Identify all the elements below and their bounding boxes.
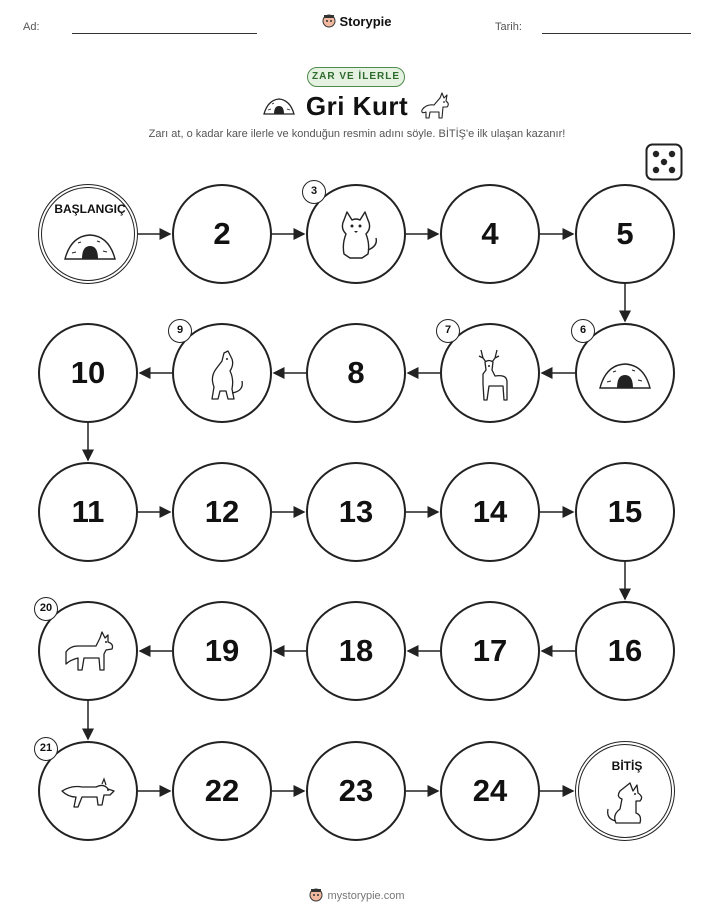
board-cell-19 (172, 601, 272, 701)
name-label: Ad: (23, 21, 40, 33)
cell-number: 11 (71, 494, 105, 529)
cell-number: 14 (472, 494, 508, 529)
board-cell-18 (306, 601, 406, 701)
cell-number-badge: 6 (571, 319, 595, 343)
board-cell-22 (172, 741, 272, 841)
cell-number: 18 (338, 633, 374, 668)
cell-number: 19 (204, 633, 240, 668)
cell-number: 10 (70, 355, 106, 390)
board-cell-12 (172, 462, 272, 562)
cell-number: 22 (204, 773, 240, 808)
footer (0, 888, 714, 902)
board-cell-4 (440, 184, 540, 284)
cave-icon (598, 360, 652, 395)
board-cell-23 (306, 741, 406, 841)
board-cell-11 (38, 462, 138, 562)
game-type-badge: ZAR VE İLERLE (307, 67, 405, 87)
deer-icon (467, 346, 513, 409)
cell-number: 8 (347, 355, 365, 390)
board-cell-21 (38, 741, 138, 841)
board-cell-15 (575, 462, 675, 562)
cell-number: 23 (338, 773, 374, 808)
wolf-crouching-icon (60, 775, 116, 816)
website: mystorypie.com (327, 890, 405, 902)
board-cell-8 (306, 323, 406, 423)
cell-number: 15 (607, 494, 643, 529)
board-cell-14 (440, 462, 540, 562)
cell-number: 5 (616, 216, 634, 251)
board-cell-6 (575, 323, 675, 423)
cell-number-badge: 7 (436, 319, 460, 343)
start-label: BAŞLANGIÇ (54, 202, 126, 216)
date-label: Tarih: (495, 21, 522, 33)
instructions: Zarı at, o kadar kare ilerle ve konduğun resmin adını söyle. BİTİŞ'e ilk ulaşan kazanır! (148, 128, 566, 140)
brand-name: Storypie (339, 14, 392, 29)
board-cell-5 (575, 184, 675, 284)
cell-number-badge: 3 (302, 180, 326, 204)
cell-number: 24 (472, 773, 508, 808)
page-title: Gri Kurt (305, 91, 409, 121)
cell-number: 13 (338, 494, 374, 529)
wolf-pup-icon (332, 210, 380, 267)
wolf-standing-icon (60, 630, 116, 681)
storypie-footer-logo-icon (309, 888, 323, 902)
board-cell-17 (440, 601, 540, 701)
cell-number: 2 (213, 216, 231, 251)
finish-label: BİTİŞ (611, 759, 643, 773)
cell-number-badge: 20 (34, 597, 58, 621)
cave-icon (63, 231, 117, 266)
board-cell-3 (306, 184, 406, 284)
board-cell-24 (440, 741, 540, 841)
howling-wolf-icon (198, 347, 246, 408)
board-cell-16 (575, 601, 675, 701)
start-cell (38, 184, 138, 284)
board-cell-13 (306, 462, 406, 562)
board-cell-2 (172, 184, 272, 284)
wolf-sitting-icon (602, 779, 652, 832)
cell-number: 17 (472, 633, 508, 668)
cell-number-badge: 21 (34, 737, 58, 761)
cell-number-badge: 9 (168, 319, 192, 343)
cell-number: 4 (481, 216, 499, 251)
cell-number: 16 (607, 633, 643, 668)
cell-number: 12 (204, 494, 240, 529)
finish-cell (575, 741, 675, 841)
board-cell-20 (38, 601, 138, 701)
board-cell-7 (440, 323, 540, 423)
board-cell-9 (172, 323, 272, 423)
board-cell-10 (38, 323, 138, 423)
